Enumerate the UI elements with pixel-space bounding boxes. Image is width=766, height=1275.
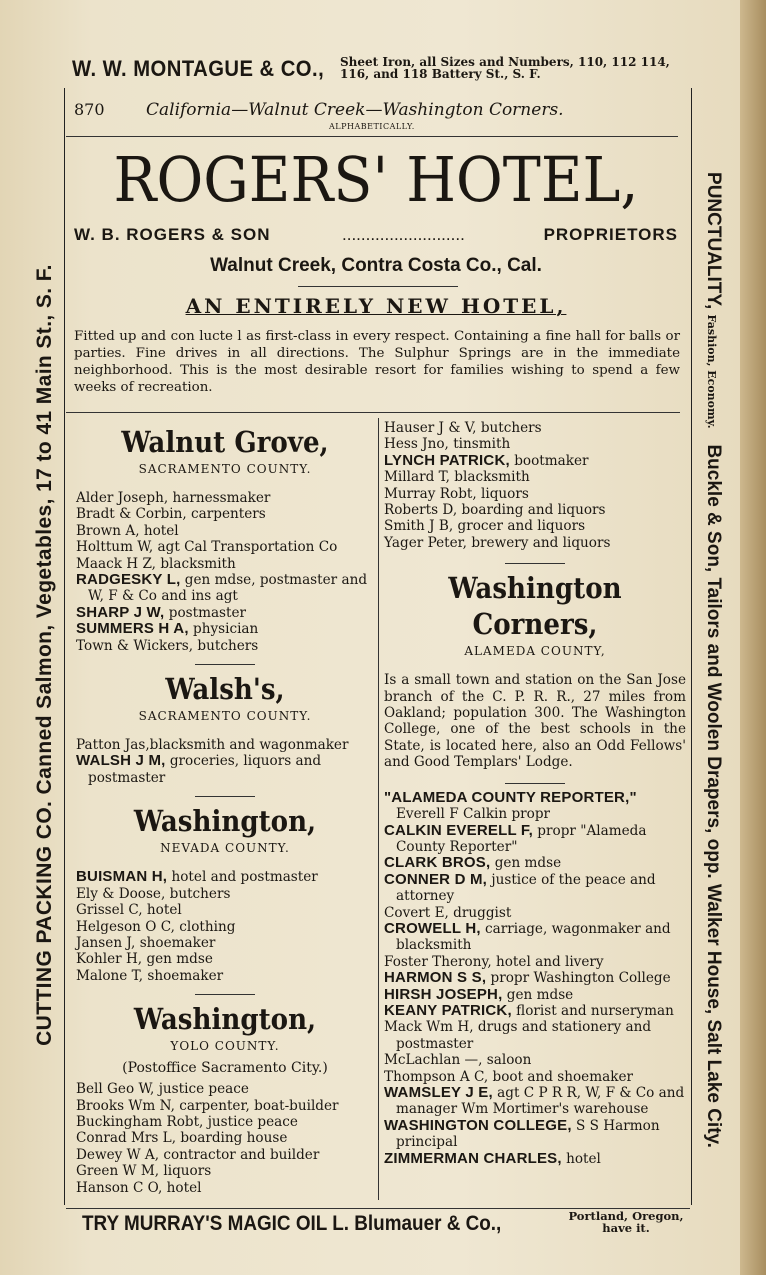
directory-entry bbox=[384, 453, 686, 469]
directory-entry bbox=[384, 486, 686, 502]
section-title-walnut-grove: Walnut Grove, bbox=[121, 425, 329, 459]
directory-entry bbox=[384, 954, 686, 970]
directory-entry bbox=[384, 987, 686, 1003]
entry-text: Brown A, hotel bbox=[76, 522, 179, 539]
entry-text: Malone T, shoemaker bbox=[76, 967, 224, 984]
directory-entry bbox=[76, 886, 374, 902]
entry-text: Foster Therony, hotel and livery bbox=[384, 953, 604, 970]
postoffice-note: (Postoffice Sacramento City.) bbox=[122, 1060, 328, 1077]
directory-entry bbox=[384, 535, 686, 551]
entry-text: propr "Alameda County Reporter" bbox=[396, 822, 647, 855]
entry-list bbox=[76, 737, 374, 786]
directory-entry bbox=[76, 1114, 374, 1130]
directory-entry bbox=[384, 872, 686, 905]
entry-text: gen mdse bbox=[502, 986, 574, 1003]
entry-text: Smith J B, grocer and liquors bbox=[384, 518, 586, 535]
county-label: ALAMEDA COUNTY, bbox=[464, 644, 606, 659]
entry-text: Hauser J & V, butchers bbox=[384, 420, 542, 436]
entry-text: hotel bbox=[561, 1150, 601, 1167]
entry-list bbox=[76, 490, 374, 654]
right-margin-ad bbox=[690, 115, 736, 1205]
directory-entry bbox=[384, 502, 686, 518]
directory-entry bbox=[76, 490, 374, 506]
directory-entry bbox=[384, 1003, 686, 1019]
directory-entry bbox=[384, 905, 686, 921]
entry-bold-name: CLARK BROS, bbox=[384, 854, 491, 872]
entry-text: Jansen J, shoemaker bbox=[76, 934, 216, 951]
right-ad-text: PUNCTUALITY, Fashion, Economy. Buckle & Son, Tailors and Woolen Drapers, opp. Walker House, Salt Lake City. bbox=[703, 172, 724, 1148]
entry-text: agt C P R R, W, F & Co and manager Wm Mortimer's warehouse bbox=[396, 1085, 685, 1118]
entry-bold-name: SHARP J W, bbox=[76, 603, 165, 621]
entry-bold-name: KEANY PATRICK, bbox=[384, 1001, 512, 1019]
bottom-advertisement bbox=[66, 1210, 690, 1242]
entry-text: justice of the peace and attorney bbox=[396, 871, 656, 905]
directory-entry bbox=[76, 919, 374, 935]
directory-entry bbox=[76, 753, 374, 786]
entry-bold-name: CALKIN EVERELL F, bbox=[384, 821, 533, 839]
entry-text: Mack Wm H, drugs and stationery and postmaster bbox=[384, 1019, 652, 1052]
section-separator bbox=[505, 783, 565, 784]
entry-list bbox=[384, 790, 686, 1167]
entry-text: propr Washington College bbox=[486, 970, 671, 987]
directory-entry bbox=[384, 420, 686, 436]
directory-entry bbox=[76, 621, 374, 637]
directory-entry bbox=[384, 1019, 686, 1052]
top-ad-detail: Sheet Iron, all Sizes and Numbers, 110, 112 114, 116, and 118 Battery St., S. F. bbox=[340, 55, 670, 81]
entry-text: Kohler H, gen mdse bbox=[76, 951, 213, 968]
entry-bold-name: SUMMERS H A, bbox=[76, 620, 189, 638]
directory-entry bbox=[384, 1052, 686, 1068]
section-title-washington-yolo: Washington, bbox=[133, 1002, 317, 1037]
bottom-ad-name: TRY MURRAY'S MAGIC OIL L. Blumauer & Co., bbox=[82, 1212, 502, 1235]
entry-text: bootmaker bbox=[509, 452, 589, 469]
entry-text: Holttum W, agt Cal Transportation Co bbox=[76, 539, 338, 556]
entry-text: Bradt & Corbin, carpenters bbox=[76, 506, 266, 523]
entry-text: Alder Joseph, harnessmaker bbox=[76, 490, 271, 506]
entry-text: Roberts D, boarding and liquors bbox=[384, 502, 606, 519]
entry-text: Helgeson O C, clothing bbox=[76, 918, 236, 935]
directory-entry bbox=[76, 1163, 374, 1179]
hotel-tagline: AN ENTIRELY NEW HOTEL, bbox=[185, 294, 567, 318]
proprietor-role: PROPRIETORS bbox=[543, 225, 678, 244]
directory-entry bbox=[384, 790, 686, 823]
left-ad-text: CUTTING PACKING CO. Canned Salmon, Vegetables, 17 to 41 Main St., S. F. bbox=[33, 264, 56, 1046]
hotel-location: Walnut Creek, Contra Costa Co., Cal. bbox=[210, 255, 542, 276]
entry-text: Everell F Calkin propr bbox=[396, 806, 551, 823]
entry-bold-name: HIRSH JOSEPH, bbox=[384, 985, 503, 1003]
entry-text: Town & Wickers, butchers bbox=[76, 637, 259, 654]
directory-entry bbox=[384, 823, 686, 856]
entry-bold-name: BUISMAN H, bbox=[76, 868, 168, 886]
directory-entry bbox=[384, 1118, 686, 1151]
top-ad-name: W. W. MONTAGUE & CO., bbox=[72, 56, 325, 81]
entry-text: Green W M, liquors bbox=[76, 1163, 212, 1180]
entry-text: Hanson C O, hotel bbox=[76, 1179, 202, 1196]
directory-entry bbox=[76, 869, 374, 885]
page-title: California—Walnut Creek—Washington Corners. bbox=[146, 100, 564, 120]
directory-entry bbox=[76, 1081, 374, 1097]
section-separator bbox=[195, 994, 255, 995]
entry-text: S S Harmon principal bbox=[396, 1117, 660, 1151]
entry-bold-name: WASHINGTON COLLEGE, bbox=[384, 1116, 572, 1134]
entry-text: Bell Geo W, justice peace bbox=[76, 1081, 249, 1098]
directory-entry bbox=[76, 935, 374, 951]
section-separator bbox=[195, 796, 255, 797]
entry-text: physician bbox=[188, 621, 259, 638]
entry-text: gen mdse, postmaster and W, F & Co and ins agt bbox=[88, 572, 368, 605]
entry-bold-name: CONNER D M, bbox=[384, 870, 488, 888]
entry-bold-name: RADGESKY L, bbox=[76, 571, 181, 589]
county-label: NEVADA COUNTY. bbox=[160, 841, 290, 856]
entry-list bbox=[76, 1081, 374, 1196]
entry-bold-name: HARMON S S, bbox=[384, 969, 487, 987]
entry-text: Murray Robt, liquors bbox=[384, 485, 529, 502]
entry-text: groceries, liquors and postmaster bbox=[88, 753, 322, 786]
short-rule bbox=[298, 286, 458, 287]
header-rule bbox=[66, 136, 678, 137]
directory-entry bbox=[76, 1147, 374, 1163]
entry-text: carriage, wagonmaker and blacksmith bbox=[396, 920, 671, 954]
proprietor-line bbox=[74, 225, 678, 245]
directory-entry bbox=[384, 855, 686, 871]
ad-bottom-rule bbox=[66, 412, 680, 413]
entry-bold-name: LYNCH PATRICK, bbox=[384, 451, 510, 469]
directory-entry bbox=[76, 1130, 374, 1146]
right-column bbox=[384, 420, 686, 1167]
town-description: Is a small town and station on the San Jose branch of the C. P. R. R., 27 miles from Oakland; population 300. The Washington College, one of the best schools in the State, is located here, also an Odd Fellows' and Good Templars' Lodge. bbox=[384, 672, 686, 771]
entry-text: Buckingham Robt, justice peace bbox=[76, 1113, 298, 1130]
leader-dots: .......................... bbox=[342, 225, 465, 244]
directory-entry bbox=[76, 523, 374, 539]
directory-entry bbox=[384, 469, 686, 485]
bottom-ad-detail: Portland, Oregon, have it. bbox=[568, 1209, 684, 1235]
entry-text: Yager Peter, brewery and liquors bbox=[384, 534, 611, 551]
entry-text: Grissel C, hotel bbox=[76, 902, 182, 919]
entry-list bbox=[76, 869, 374, 984]
directory-entry bbox=[76, 638, 374, 654]
county-label: YOLO COUNTY. bbox=[170, 1039, 280, 1054]
directory-entry bbox=[384, 518, 686, 534]
directory-entry bbox=[76, 506, 374, 522]
directory-entry bbox=[76, 556, 374, 572]
directory-entry bbox=[76, 1180, 374, 1196]
entry-text: Brooks Wm N, carpenter, boat-builder bbox=[76, 1097, 339, 1114]
entry-text: Conrad Mrs L, boarding house bbox=[76, 1130, 288, 1147]
entry-text: hotel and postmaster bbox=[167, 869, 318, 886]
section-separator bbox=[195, 664, 255, 665]
entry-bold-name: ZIMMERMAN CHARLES, bbox=[384, 1149, 562, 1167]
hotel-name: ROGERS' HOTEL, bbox=[113, 143, 639, 216]
entry-bold-name: WAMSLEY J E, bbox=[384, 1084, 493, 1101]
entry-text: Patton Jas,blacksmith and wagonmaker bbox=[76, 737, 349, 754]
county-label: SACRAMENTO COUNTY. bbox=[138, 709, 312, 724]
entry-bold-name: "ALAMEDA COUNTY REPORTER," bbox=[384, 788, 637, 806]
entry-list bbox=[384, 420, 686, 551]
entry-text: Hess Jno, tinsmith bbox=[384, 436, 511, 453]
page-number: 870 bbox=[74, 100, 105, 119]
left-column bbox=[76, 420, 374, 1196]
directory-entry bbox=[76, 968, 374, 984]
directory-entry bbox=[76, 572, 374, 605]
directory-entry bbox=[384, 1151, 686, 1167]
left-margin-ad bbox=[28, 95, 62, 1215]
section-title-washington-corners: Washington Corners, bbox=[448, 571, 622, 642]
directory-entry bbox=[384, 1069, 686, 1085]
entry-text: Covert E, druggist bbox=[384, 904, 512, 921]
entry-text: McLachlan —, saloon bbox=[384, 1052, 532, 1069]
directory-entry bbox=[384, 1085, 686, 1118]
entry-text: postmaster bbox=[164, 604, 247, 621]
entry-bold-name: WALSH J M, bbox=[76, 752, 166, 770]
entry-bold-name: CROWELL H, bbox=[384, 919, 481, 937]
directory-entry bbox=[384, 970, 686, 986]
page-edge bbox=[740, 0, 766, 1275]
entry-text: florist and nurseryman bbox=[511, 1002, 674, 1019]
directory-entry bbox=[384, 436, 686, 452]
directory-entry bbox=[384, 921, 686, 954]
page-subtitle: ALPHABETICALLY. bbox=[329, 122, 415, 131]
directory-entry bbox=[76, 539, 374, 555]
entry-text: Millard T, blacksmith bbox=[384, 469, 530, 486]
section-title-washington-nevada: Washington, bbox=[133, 804, 317, 839]
directory-entry bbox=[76, 1098, 374, 1114]
directory-entry bbox=[76, 737, 374, 753]
top-advertisement bbox=[72, 56, 692, 86]
directory-entry bbox=[76, 902, 374, 918]
proprietor-name: W. B. ROGERS & SON bbox=[74, 225, 271, 244]
hotel-description: Fitted up and con lucte l as first-class in every respect. Containing a fine hall for balls or parties. Fine drives in all directions. The Sulphur Springs are in the immediate neighborhood. This is the most desirable resort for families wishing to spend a few weeks of recreation. bbox=[74, 329, 680, 395]
column-divider bbox=[378, 418, 379, 1200]
section-title-walshs: Walsh's, bbox=[165, 672, 285, 707]
directory-entry bbox=[76, 605, 374, 621]
entry-text: Dewey W A, contractor and builder bbox=[76, 1146, 320, 1163]
directory-entry bbox=[76, 951, 374, 967]
section-separator bbox=[505, 563, 565, 564]
entry-text: gen mdse bbox=[490, 855, 562, 872]
entry-text: Maack H Z, blacksmith bbox=[76, 555, 236, 572]
entry-text: Thompson A C, boot and shoemaker bbox=[384, 1068, 634, 1085]
entry-text: Ely & Doose, butchers bbox=[76, 885, 231, 902]
county-label: SACRAMENTO COUNTY. bbox=[138, 462, 312, 476]
